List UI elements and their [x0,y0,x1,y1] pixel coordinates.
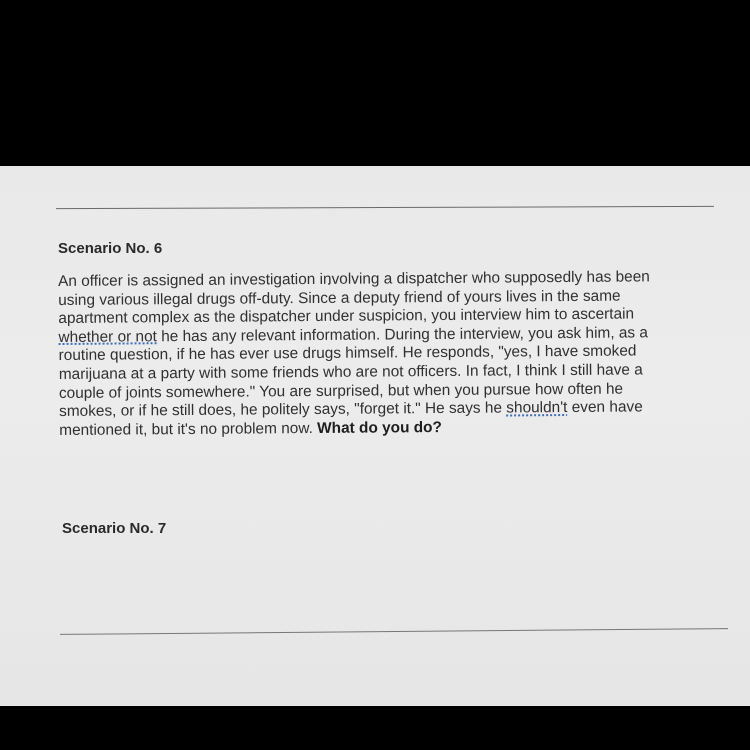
body-line-8-start: smokes, or if he still does, he politely says, "forget it." He says he [59,399,503,421]
body-line-4-rest: he has any relevant information. During the interview, you ask him, as a [161,324,649,345]
scenario-6-heading: Scenario No. 6 [58,240,163,257]
flagged-phrase-shouldnt[interactable]: shouldn't [506,399,568,417]
body-line-8-end: even have [571,398,643,417]
question-prompt: What do you do? [317,418,442,437]
body-line-6: marijuana at a party with some friends who are not officers. In fact, I think I still have a [58,361,643,383]
body-line-7: couple of joints somewhere." You are surprised, but when you pursue how often he [58,380,624,402]
body-line-2: using various illegal drugs off-duty. Since a deputy friend of yours lives in the same [58,287,621,309]
bottom-dark-border [0,706,750,750]
flagged-phrase-whether-or-not[interactable]: whether or not [58,328,157,346]
scenario-7-heading: Scenario No. 7 [62,520,167,537]
horizontal-rule-top [56,206,714,209]
horizontal-rule-bottom [60,628,728,635]
scenario-6-body [58,268,729,441]
body-line-1: An officer is assigned an investigation involving a dispatcher who supposedly has been [58,268,650,290]
body-line-9-start: mentioned it, but it's no problem now. [59,419,313,439]
body-line-3: apartment complex as the dispatcher under suspicion, you interview him to ascertain [58,305,635,328]
body-line-5: routine question, if he has ever use drugs himself. He responds, "yes, I have smoked [58,342,637,365]
